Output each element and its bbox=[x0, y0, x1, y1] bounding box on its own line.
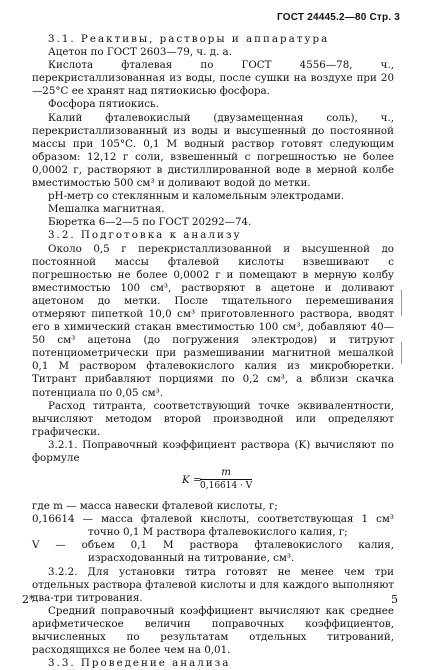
margin-mark bbox=[401, 290, 402, 316]
section-heading-3-2: 3.2. Подготовка к анализу bbox=[48, 229, 242, 242]
footer-signature-mark: 2* bbox=[22, 593, 35, 606]
document-body bbox=[32, 33, 394, 670]
paragraph: Мешалка магнитная. bbox=[48, 203, 165, 216]
page-header bbox=[277, 11, 400, 24]
paragraph: Фосфора пятиокись. bbox=[48, 98, 159, 111]
paragraph: Ацетон по ГОСТ 2603—79, ч. д. а. bbox=[48, 46, 232, 59]
formula bbox=[32, 466, 394, 500]
paragraph: Расход титранта, соответствующий точке эквивалентности, вычисляют методом второй производной или определяют графически. bbox=[32, 399, 394, 438]
paragraph: Бюретка 6—2—5 по ГОСТ 20292—74. bbox=[48, 216, 252, 229]
paragraph: Средний поправочный коэффициент вычисляют как среднее арифметическое величин поправочных коэффициентов, вычисленных по результатам отдельных титрований, расходящихся не более чем на 0,01. bbox=[32, 604, 394, 657]
paragraph: 3.2.1. Поправочный коэффициент раствора (K) вычисляют по формуле bbox=[32, 438, 394, 464]
legend-item: V — объем 0,1 М раствора фталевокислого калия, израсходованный на титрование, см³. bbox=[32, 539, 394, 565]
footer-page-number: 5 bbox=[391, 593, 398, 606]
paragraph: Около 0,5 г перекристаллизованной и высушенной до постоянной массы фталевой кислоты взвешивают с погрешностью не более 0,0002 г и помещают в мерную колбу вместимостью 100 см³, растворяют в ацетоне и доливают ацетоном до метки. После тщательного перемешивания отмеряют пипеткой 10,0 см³ приготовленного раствора, вводят его в химический стакан вместимостью 100 см³, добавляют 40—50 см³ ацетона (до погружения электродов) и титруют потенциометрически при размешивании магнитной мешалкой 0,1 М раствором фталевокислого калия из микробюретки. Титрант прибавляют порциями по 0,2 см³, а вблизи скачка потенциала по 0,05 см³. bbox=[32, 242, 394, 399]
formula-numerator: m bbox=[200, 466, 252, 480]
legend-item: 0,16614 — масса фталевой кислоты, соответствующая 1 см³ точно 0,1 М раствора фталевокислого калия, г; bbox=[32, 513, 394, 539]
formula-denominator: 0,16614 · V bbox=[200, 481, 253, 492]
section-heading-3-3: 3.3. Проведение анализа bbox=[48, 657, 231, 670]
paragraph: Калий фталевокислый (двузамещенная соль), ч., перекристаллизованный из воды и высушенный до постоянной массы при 105°С. 0,1 М водный раствор готовят следующим образом: 12,12 г соли, взвешенный с погрешностью не более 0,0002 г, растворяют в дистиллированной воде в мерной колбе вместимостью 500 см³ и доливают водой до метки. bbox=[32, 111, 394, 190]
legend-item: где m — масса навески фталевой кислоты, г; bbox=[32, 500, 278, 513]
paragraph: рН-метр со стеклянным и каломельным электродами. bbox=[48, 190, 345, 203]
section-heading-3-1: 3.1. Реактивы, растворы и аппаратура bbox=[48, 33, 330, 45]
paragraph: 3.2.2. Для установки титра готовят не менее чем три отдельных раствора фталевой кислоты и для каждого выполняют два-три титрования. bbox=[32, 565, 394, 604]
formula-lhs: K = bbox=[182, 474, 202, 487]
margin-mark bbox=[401, 342, 402, 364]
standard-number: ГОСТ 24445.2—80 bbox=[277, 12, 367, 23]
paragraph: Кислота фталевая по ГОСТ 4556—78, ч., перекристаллизованная из воды, после сушки на воздухе при 20—25°С ее хранят над пятиокисью фосфора. bbox=[32, 59, 394, 98]
page-label: Стр. 3 bbox=[369, 12, 400, 23]
